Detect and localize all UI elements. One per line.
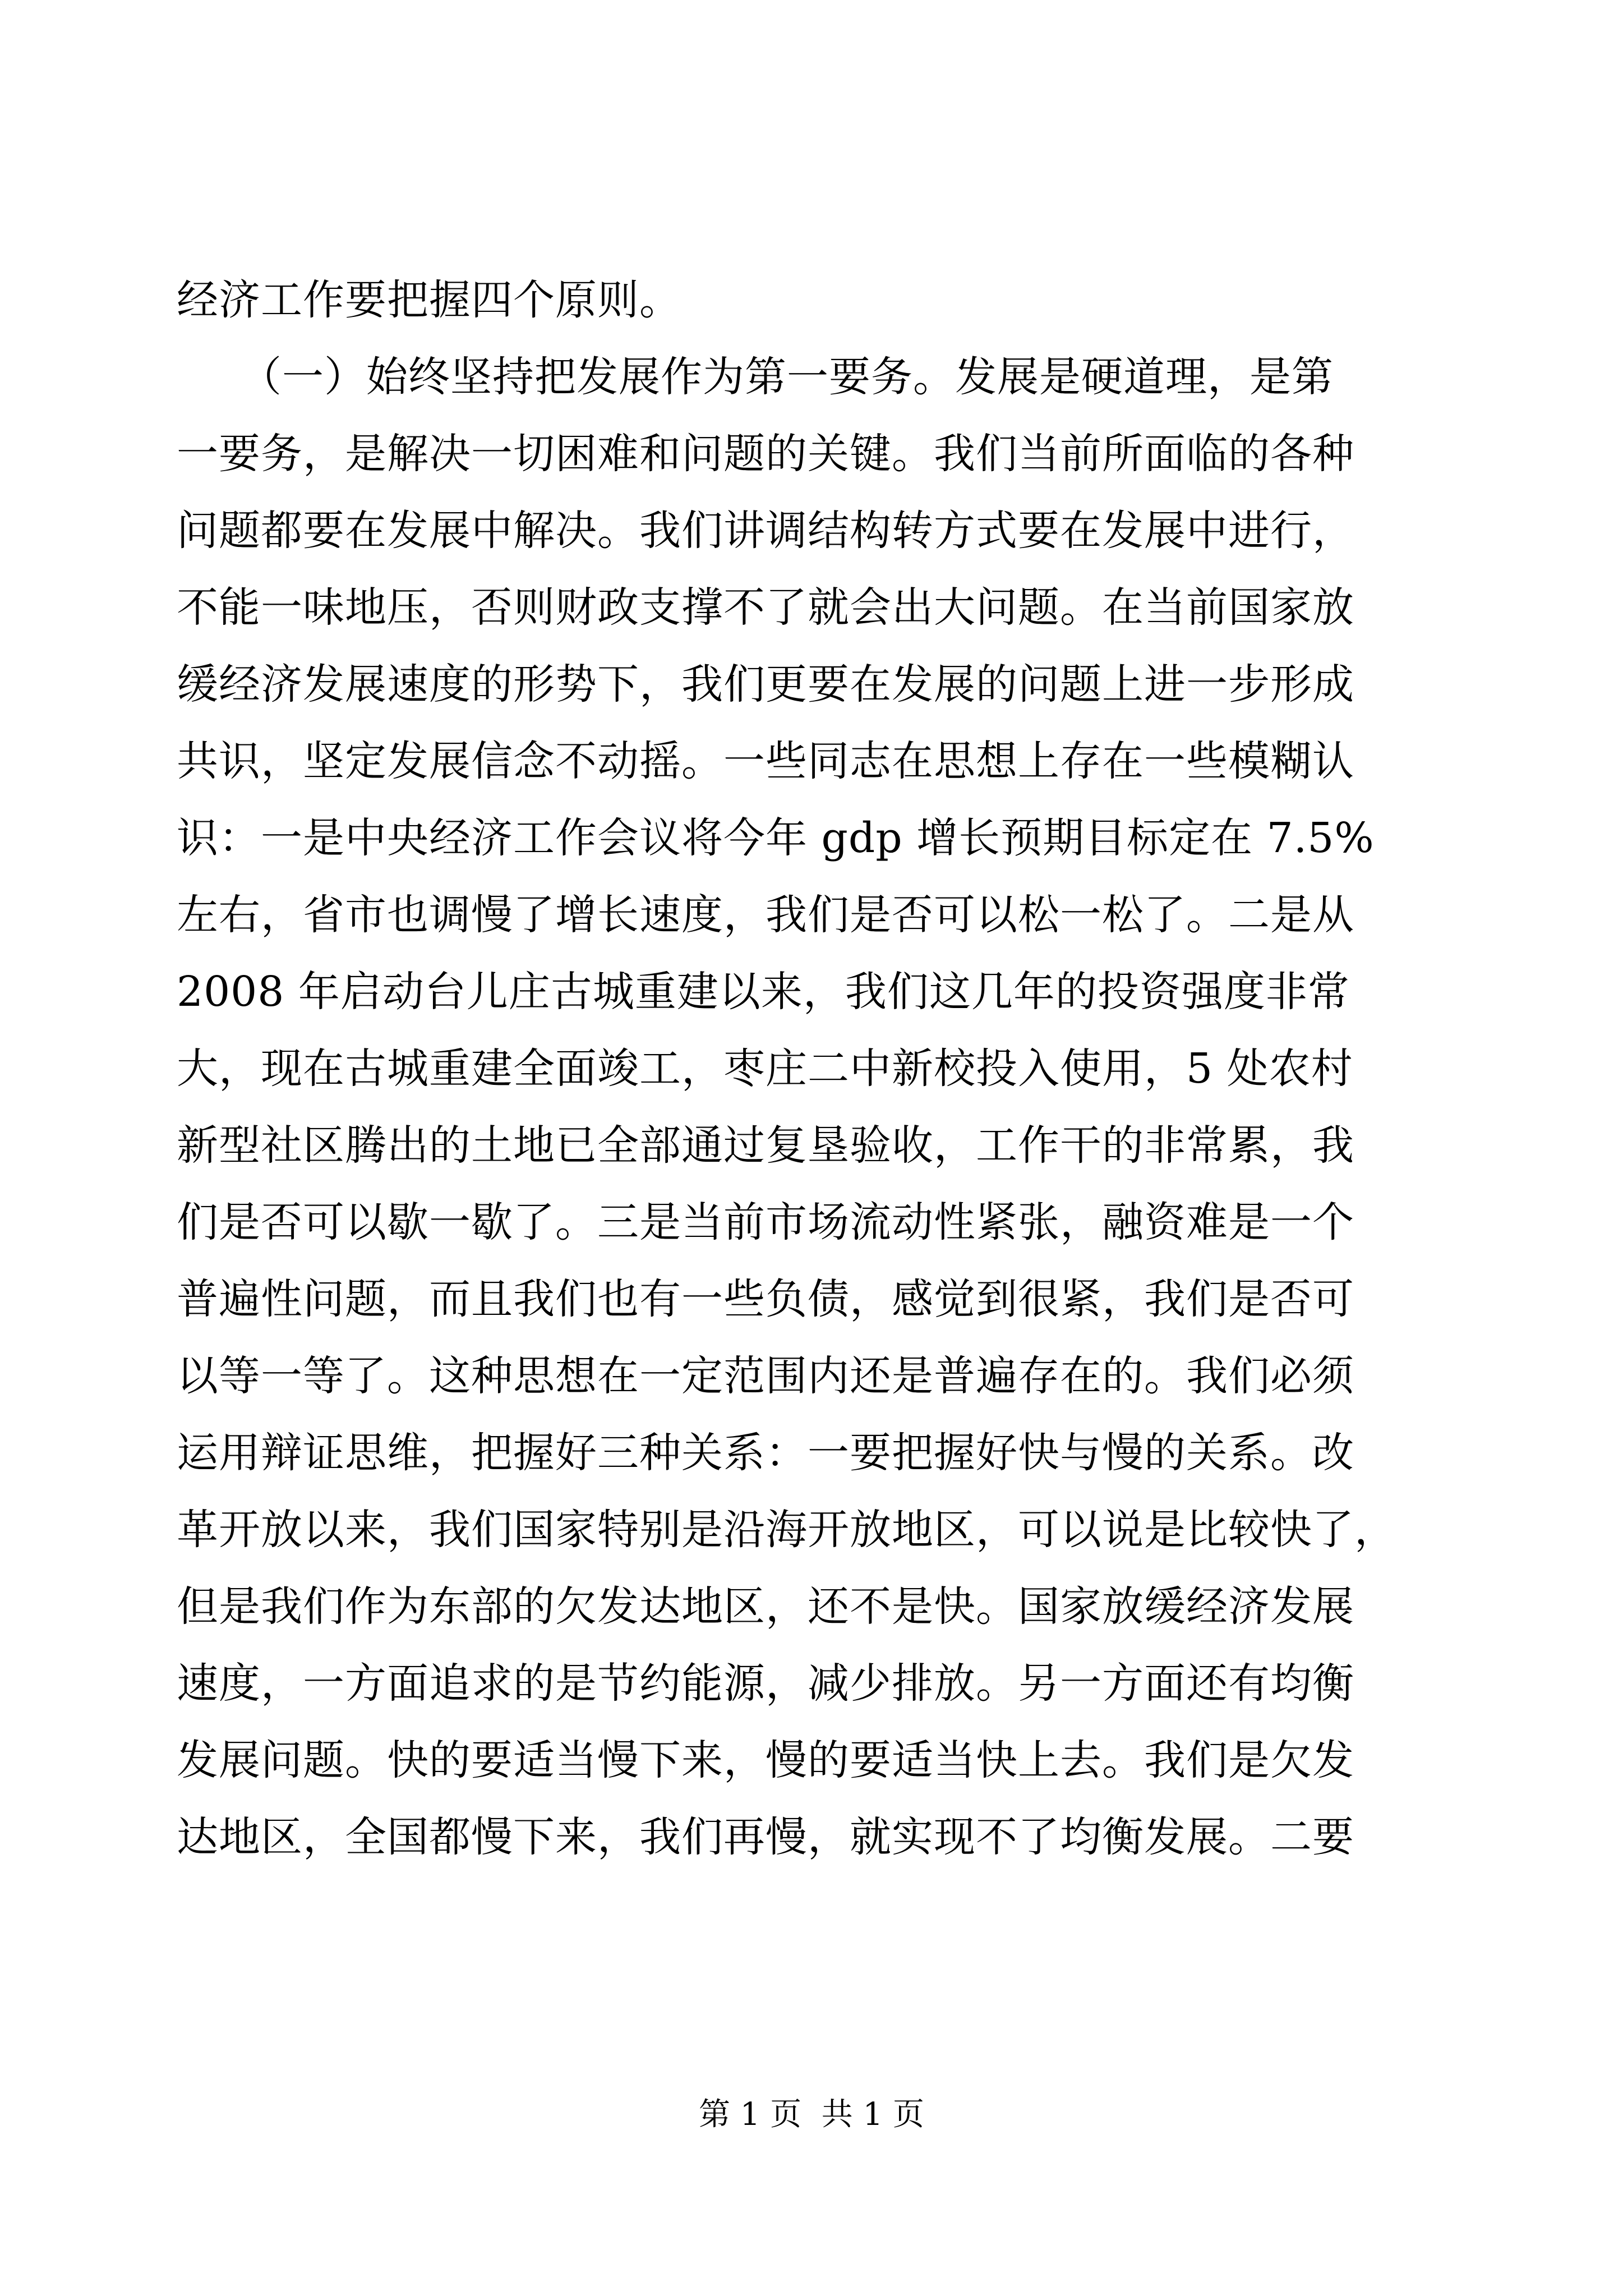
page-number-footer: 第 1 页 共 1 页 bbox=[698, 2096, 925, 2133]
text-line: 一要务，是解决一切困难和问题的关键。我们当前所面临的各种 bbox=[177, 430, 1354, 478]
text-line: 新型社区腾出的土地已全部通过复垦验收，工作干的非常累，我 bbox=[177, 1121, 1354, 1170]
text-line: 革开放以来，我们国家特别是沿海开放地区，可以说是比较快了， bbox=[177, 1506, 1396, 1554]
text-line: 达地区，全国都慢下来，我们再慢，就实现不了均衡发展。二要 bbox=[177, 1813, 1354, 1861]
text-line: 速度，一方面追求的是节约能源，减少排放。另一方面还有均衡 bbox=[177, 1659, 1354, 1708]
text-line: 识：一是中央经济工作会议将今年 gdp 增长预期目标定在 7.5% bbox=[177, 814, 1375, 862]
text-line: 普遍性问题，而且我们也有一些负债，感觉到很紧，我们是否可 bbox=[177, 1275, 1354, 1323]
text-line: 不能一味地压，否则财政支撑不了就会出大问题。在当前国家放 bbox=[177, 583, 1354, 632]
text-line: 经济工作要把握四个原则。 bbox=[177, 276, 681, 324]
text-line: 运用辩证思维，把握好三种关系：一要把握好快与慢的关系。改 bbox=[177, 1429, 1354, 1477]
text-line: 左右，省市也调慢了增长速度，我们是否可以松一松了。二是从 bbox=[177, 891, 1354, 939]
text-line: 大，现在古城重建全面竣工，枣庄二中新校投入使用，5 处农村 bbox=[177, 1045, 1353, 1093]
text-line: 问题都要在发展中解决。我们讲调结构转方式要在发展中进行， bbox=[177, 507, 1354, 555]
text-line: 以等一等了。这种思想在一定范围内还是普遍存在的。我们必须 bbox=[177, 1352, 1354, 1400]
text-line: （一）始终坚持把发展作为第一要务。发展是硬道理，是第 bbox=[177, 353, 1334, 401]
text-line: 2008 年启动台儿庄古城重建以来，我们这几年的投资强度非常 bbox=[177, 968, 1350, 1016]
text-line: 缓经济发展速度的形势下，我们更要在发展的问题上进一步形成 bbox=[177, 660, 1354, 708]
text-line: 共识，坚定发展信念不动摇。一些同志在思想上存在一些模糊认 bbox=[177, 737, 1354, 785]
text-line: 但是我们作为东部的欠发达地区，还不是快。国家放缓经济发展 bbox=[177, 1582, 1354, 1631]
text-line: 发展问题。快的要适当慢下来，慢的要适当快上去。我们是欠发 bbox=[177, 1736, 1354, 1784]
text-line: 们是否可以歇一歇了。三是当前市场流动性紧张，融资难是一个 bbox=[177, 1198, 1354, 1246]
